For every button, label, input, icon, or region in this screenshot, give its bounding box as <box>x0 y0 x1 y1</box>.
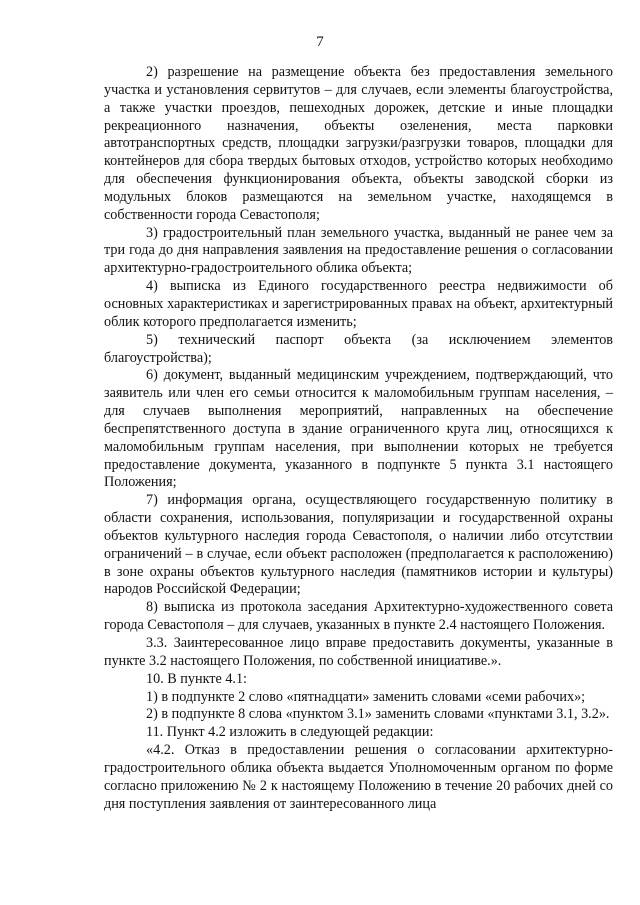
paragraph-11-heading: 11. Пункт 4.2 изложить в следующей редакции: <box>146 724 434 741</box>
paragraph-item-3: 3) градостроительный план земельного участка, выданный не ранее чем за три года до дня направления заявления на предоставление решения о согласовании архитектурно-градостроительного облика объекта; <box>104 224 613 277</box>
paragraph-10-sub-2: 2) в подпункте 8 слова «пунктом 3.1» заменить словами «пунктами 3.1, 3.2». <box>146 706 610 723</box>
paragraph-4-2: «4.2. Отказ в предоставлении решения о согласовании архитектурно-градостроительного облика объекта выдается Уполномоченным органом по форме согласно приложению № 2 к настоящему Положению в течение 20 рабочих дней со дня поступления заявления от заинтересованного лица <box>104 742 613 812</box>
paragraph-10-sub-1: 1) в подпункте 2 слово «пятнадцати» заменить словами «семи рабочих»; <box>146 688 586 705</box>
paragraph-item-6: 6) документ, выданный медицинским учреждением, подтверждающий, что заявитель или член его семьи относится к маломобильным группам населения, – для случаев выполнения мероприятий, направленных на обеспечение беспрепятственного доступа в здание ограниченного круга лиц, относящихся к маломобильным группам населения, при выполнении которых не требуется предоставление документа, указанного в подпункте 5 пункта 3.1 настоящего Положения; <box>104 367 613 491</box>
page-number: 7 <box>316 34 324 50</box>
paragraph-item-4: 4) выписка из Единого государственного реестра недвижимости об основных характеристиках и зарегистрированных правах на объект, архитектурный облик которого предполагается изменить; <box>104 278 613 330</box>
paragraph-10-heading: 10. В пункте 4.1: <box>146 670 247 687</box>
paragraph-item-8: 8) выписка из протокола заседания Архитектурно-художественного совета города Севастополя – для случаев, указанных в пункте 2.4 настоящего Положения. <box>104 599 613 634</box>
paragraph-item-2: 2) разрешение на размещение объекта без предоставления земельного участка и установления сервитутов – для случаев, если элементы благоустройства, а также участки проездов, пешеходных дорожек, детские и иные площадки рекреационного назначения, объекты озеленения, места парковки автотранспортных средств, площадки загрузки/разгрузки товаров, площадки для контейнеров для сбора твердых бытовых отходов, устройство которых необходимо для обеспечения функционирования объекта, объекты заводской сборки из модульных блоков размещаются на земельном участке, находящемся в собственности города Севастополя; <box>104 64 613 223</box>
paragraph-item-7: 7) информация органа, осуществляющего государственную политику в области сохранения, использования, популяризации и государственной охраны объектов культурного наследия города Севастополя, о наличии либо отсутствии ограничений – в случае, если объект расположен (предполагается к расположению) в зоне охраны объектов культурного наследия (памятников истории и культуры) народов Российской Федерации; <box>104 492 613 598</box>
paragraph-item-5: 5) технический паспорт объекта (за исключением элементов благоустройства); <box>104 331 613 366</box>
document-body <box>104 64 613 813</box>
paragraph-3-3: 3.3. Заинтересованное лицо вправе предоставить документы, указанные в пункте 3.2 настоящего Положения, по собственной инициативе.». <box>104 635 613 669</box>
